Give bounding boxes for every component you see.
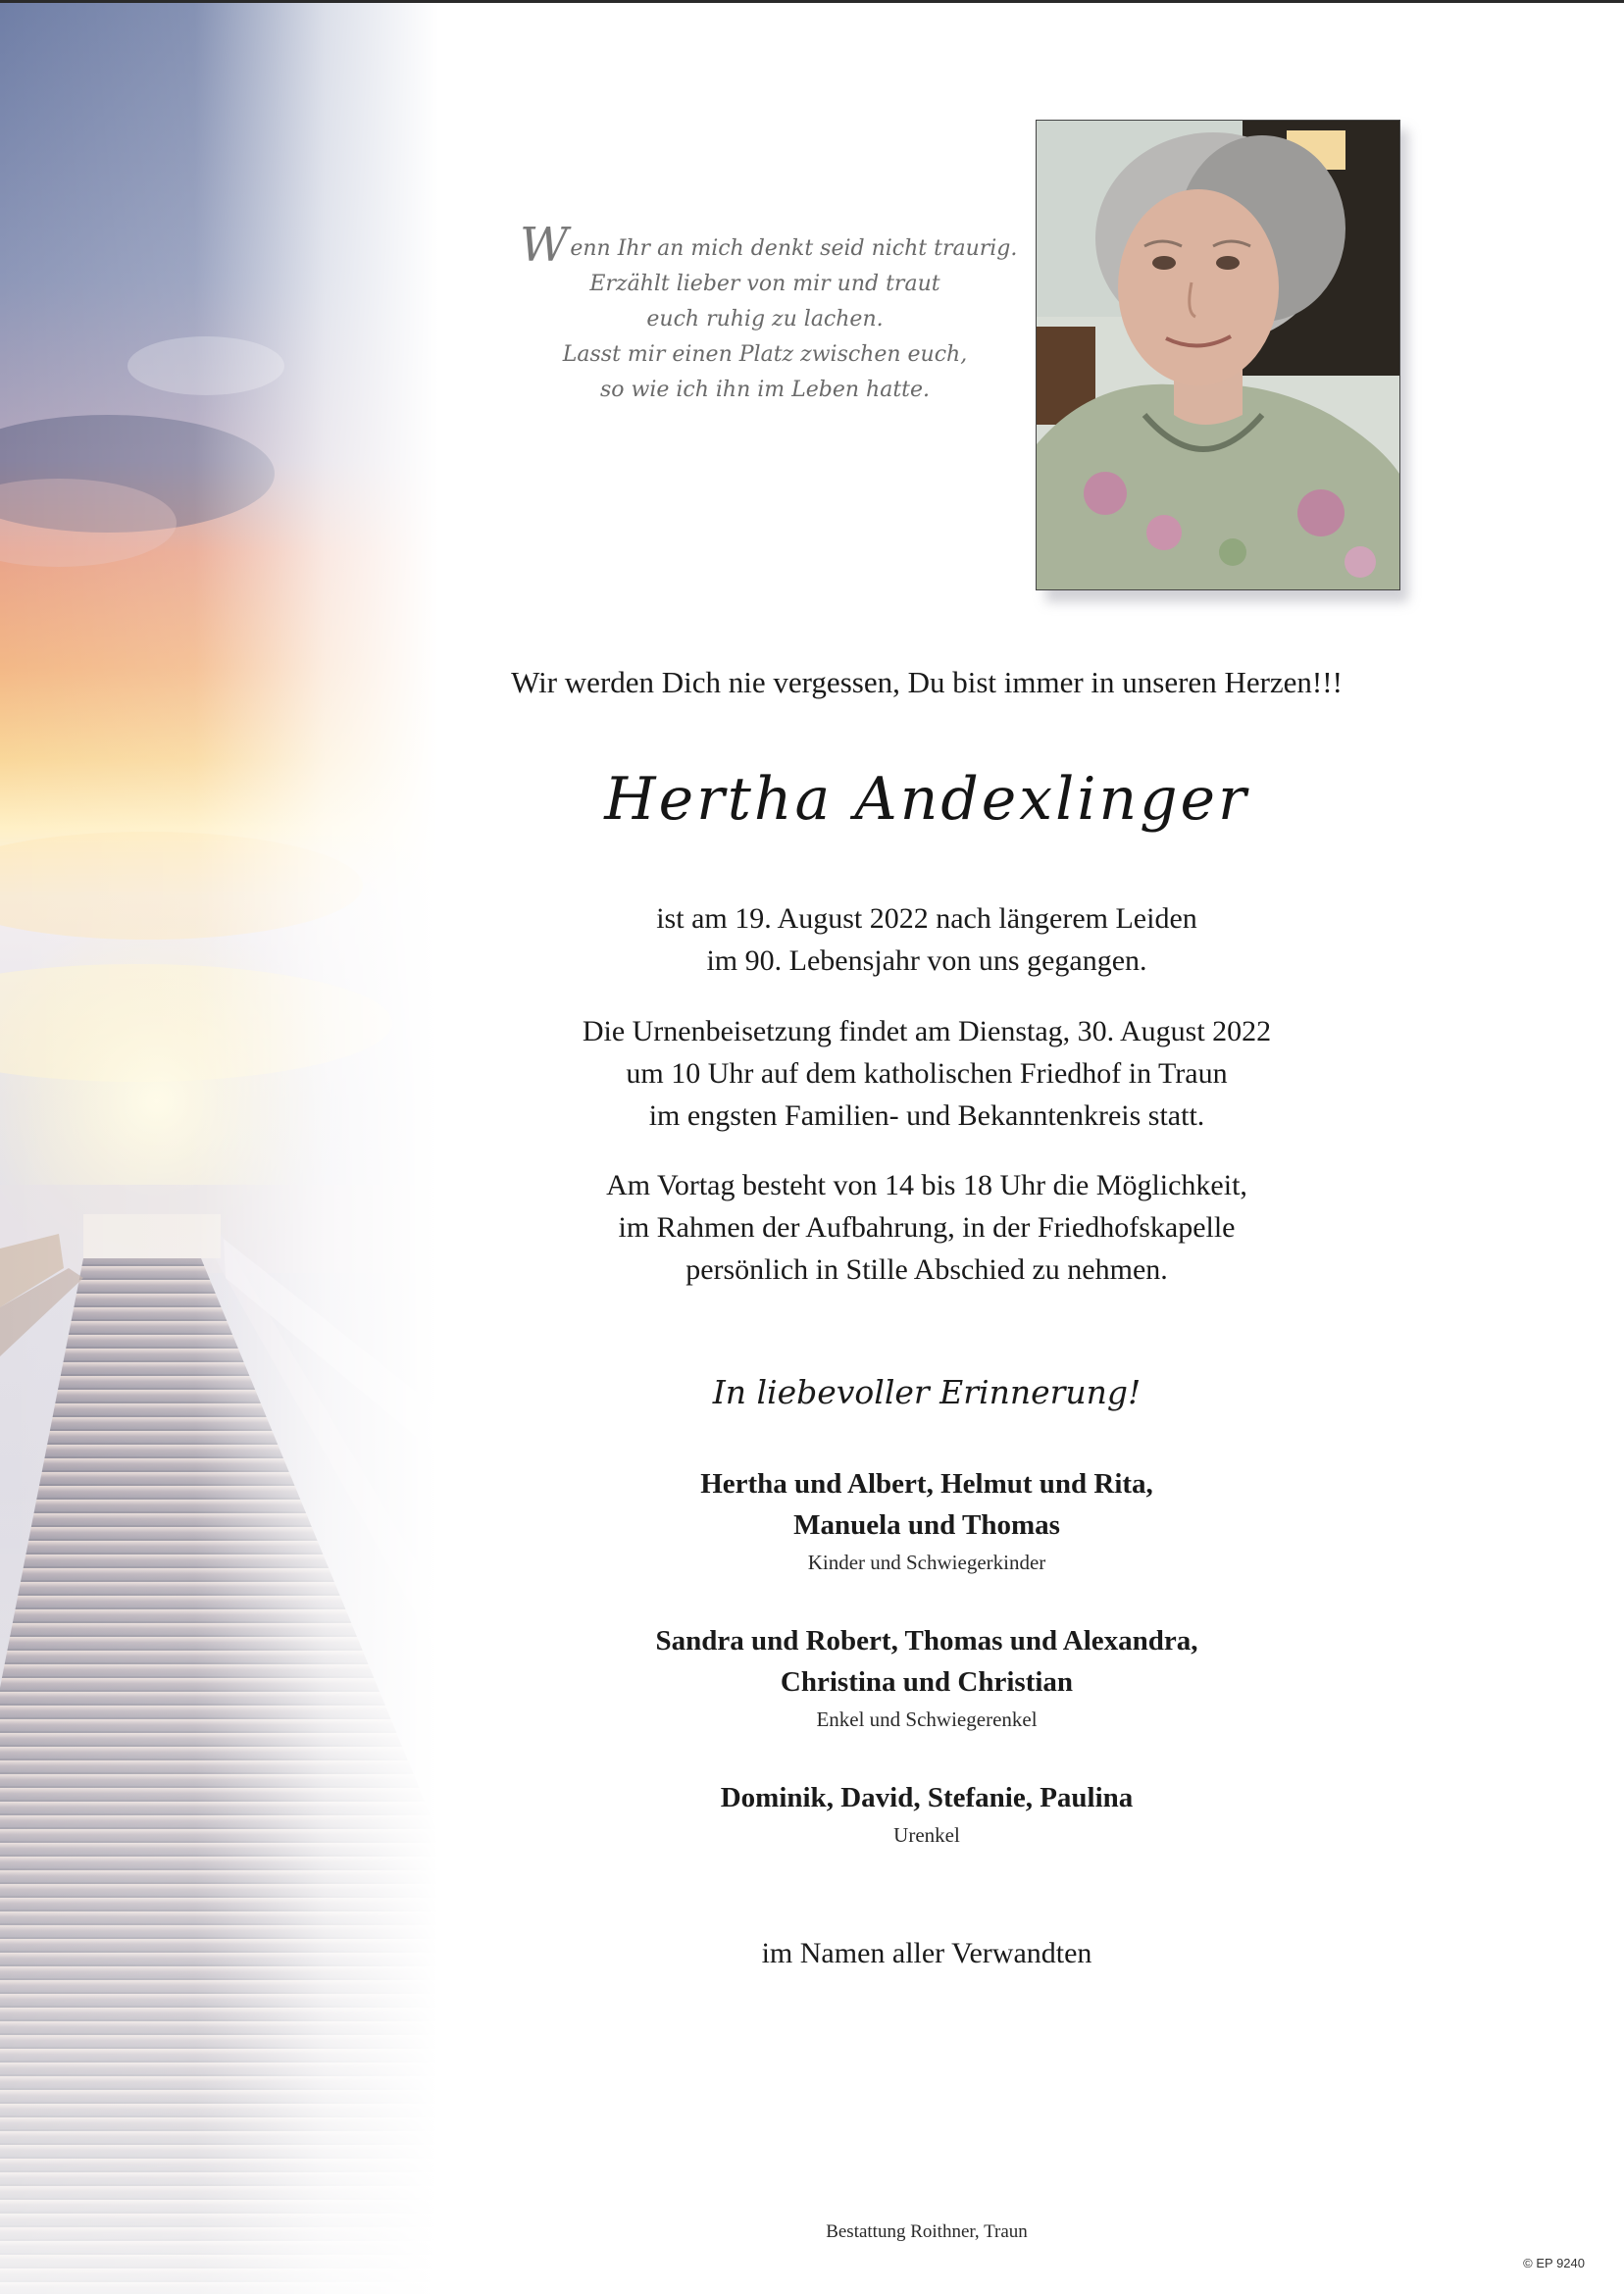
undertaker-credit: Bestattung Roithner, Traun bbox=[826, 2221, 1028, 2242]
death-notice-line: ist am 19. August 2022 nach längerem Leiden bbox=[656, 902, 1197, 935]
poem bbox=[510, 218, 1020, 408]
mourner-group-great-grandchildren bbox=[412, 1777, 1442, 1852]
death-notice-line: im 90. Lebensjahr von uns gegangen. bbox=[706, 944, 1147, 977]
portrait-photo bbox=[1036, 120, 1400, 590]
poem-line-2: Erzählt lieber von mir und traut bbox=[589, 272, 940, 296]
viewing-line: persönlich in Stille Abschied zu nehmen. bbox=[685, 1253, 1168, 1286]
deceased-name: Hertha Andexlinger bbox=[604, 765, 1249, 834]
mourner-names: Manuela und Thomas bbox=[793, 1509, 1060, 1541]
product-code: © EP 9240 bbox=[1523, 2256, 1585, 2270]
burial-line: im engsten Familien- und Bekanntenkreis statt. bbox=[648, 1099, 1205, 1132]
viewing-info bbox=[412, 1164, 1442, 1291]
mourner-names: Hertha und Albert, Helmut und Rita, bbox=[700, 1468, 1153, 1500]
mourner-relation: Urenkel bbox=[893, 1823, 960, 1847]
poem-line-1: Wenn Ihr an mich denkt seid nicht traurig. bbox=[520, 218, 1018, 273]
burial-line: Die Urnenbeisetzung findet am Dienstag, 30. August 2022 bbox=[582, 1015, 1272, 1047]
poem-dropcap: W bbox=[520, 218, 569, 273]
tagline: Wir werden Dich nie vergessen, Du bist immer in unseren Herzen!!! bbox=[511, 665, 1343, 699]
mourner-names: Sandra und Robert, Thomas und Alexandra, bbox=[655, 1625, 1198, 1657]
mourner-relation: Kinder und Schwiegerkinder bbox=[807, 1551, 1046, 1574]
mourner-names: Dominik, David, Stefanie, Paulina bbox=[720, 1782, 1134, 1813]
mourner-group-grandchildren bbox=[412, 1620, 1442, 1736]
mourner-group-children bbox=[412, 1463, 1442, 1579]
remembrance-heading: In liebevoller Erinnerung! bbox=[712, 1373, 1142, 1411]
viewing-line: Am Vortag besteht von 14 bis 18 Uhr die Möglichkeit, bbox=[606, 1169, 1247, 1201]
poem-line-5: so wie ich ihn im Leben hatte. bbox=[599, 378, 931, 402]
death-notice bbox=[412, 897, 1442, 982]
mourner-names: Christina und Christian bbox=[780, 1666, 1074, 1698]
poem-line-4: Lasst mir einen Platz zwischen euch, bbox=[562, 342, 968, 367]
burial-line: um 10 Uhr auf dem katholischen Friedhof in Traun bbox=[626, 1057, 1228, 1090]
mourner-relation: Enkel und Schwiegerenkel bbox=[816, 1708, 1038, 1731]
closing-line: im Namen aller Verwandten bbox=[761, 1937, 1092, 1969]
burial-info bbox=[412, 1010, 1442, 1137]
viewing-line: im Rahmen der Aufbahrung, in der Friedhofskapelle bbox=[618, 1211, 1236, 1244]
poem-line-3: euch ruhig zu lachen. bbox=[646, 307, 884, 331]
